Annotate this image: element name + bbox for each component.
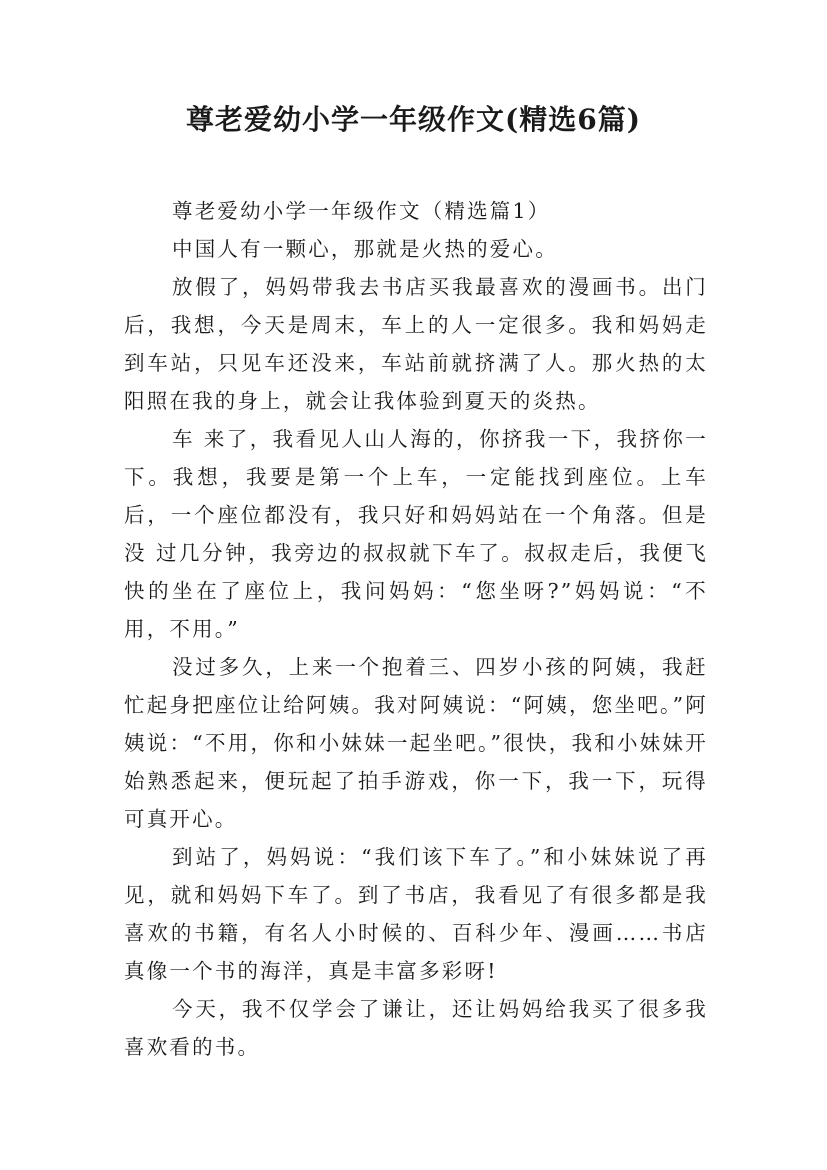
document-body [124,192,708,1066]
section-heading: 尊老爱幼小学一年级作文（精选篇1） [172,199,551,223]
paragraph: 今天，我不仅学会了谦让，还让妈妈给我买了很多我喜欢看的书。 [124,997,708,1059]
paragraph: 到站了，妈妈说：“我们该下车了。”和小妹妹说了再见，就和妈妈下车了。到了书店，我看见了有很多都是我喜欢的书籍，有名人小时候的、百科少年、漫画……书店真像一个书的海洋，真是丰富多彩呀! [124,845,708,983]
paragraph: 中国人有一颗心，那就是火热的爱心。 [172,237,558,261]
paragraph: 放假了，妈妈带我去书店买我最喜欢的漫画书。出门后，我想，今天是周末，车上的人一定很多。我和妈妈走到车站，只见车还没来，车站前就挤满了人。那火热的太阳照在我的身上，就会让我体验到夏天的炎热。 [124,275,708,413]
paragraph: 车 来了，我看见人山人海的，你挤我一下，我挤你一下。我想，我要是第一个上车，一定能找到座位。上车后，一个座位都没有，我只好和妈妈站在一个角落。但是没 过几分钟，我旁边的叔叔就下车了。叔叔走后，我便飞快的坐在了座位上，我问妈妈：“您坐呀?”妈妈说：“不用，不用。” [124,427,708,641]
paragraph: 没过多久，上来一个抱着三、四岁小孩的阿姨，我赶忙起身把座位让给阿姨。我对阿姨说：“阿姨，您坐吧。”阿姨说：“不用，你和小妹妹一起坐吧。”很快，我和小妹妹开始熟悉起来，便玩起了拍手游戏，你一下，我一下，玩得可真开心。 [124,655,708,831]
document-title: 尊老爱幼小学一年级作文(精选6篇) [186,103,641,136]
